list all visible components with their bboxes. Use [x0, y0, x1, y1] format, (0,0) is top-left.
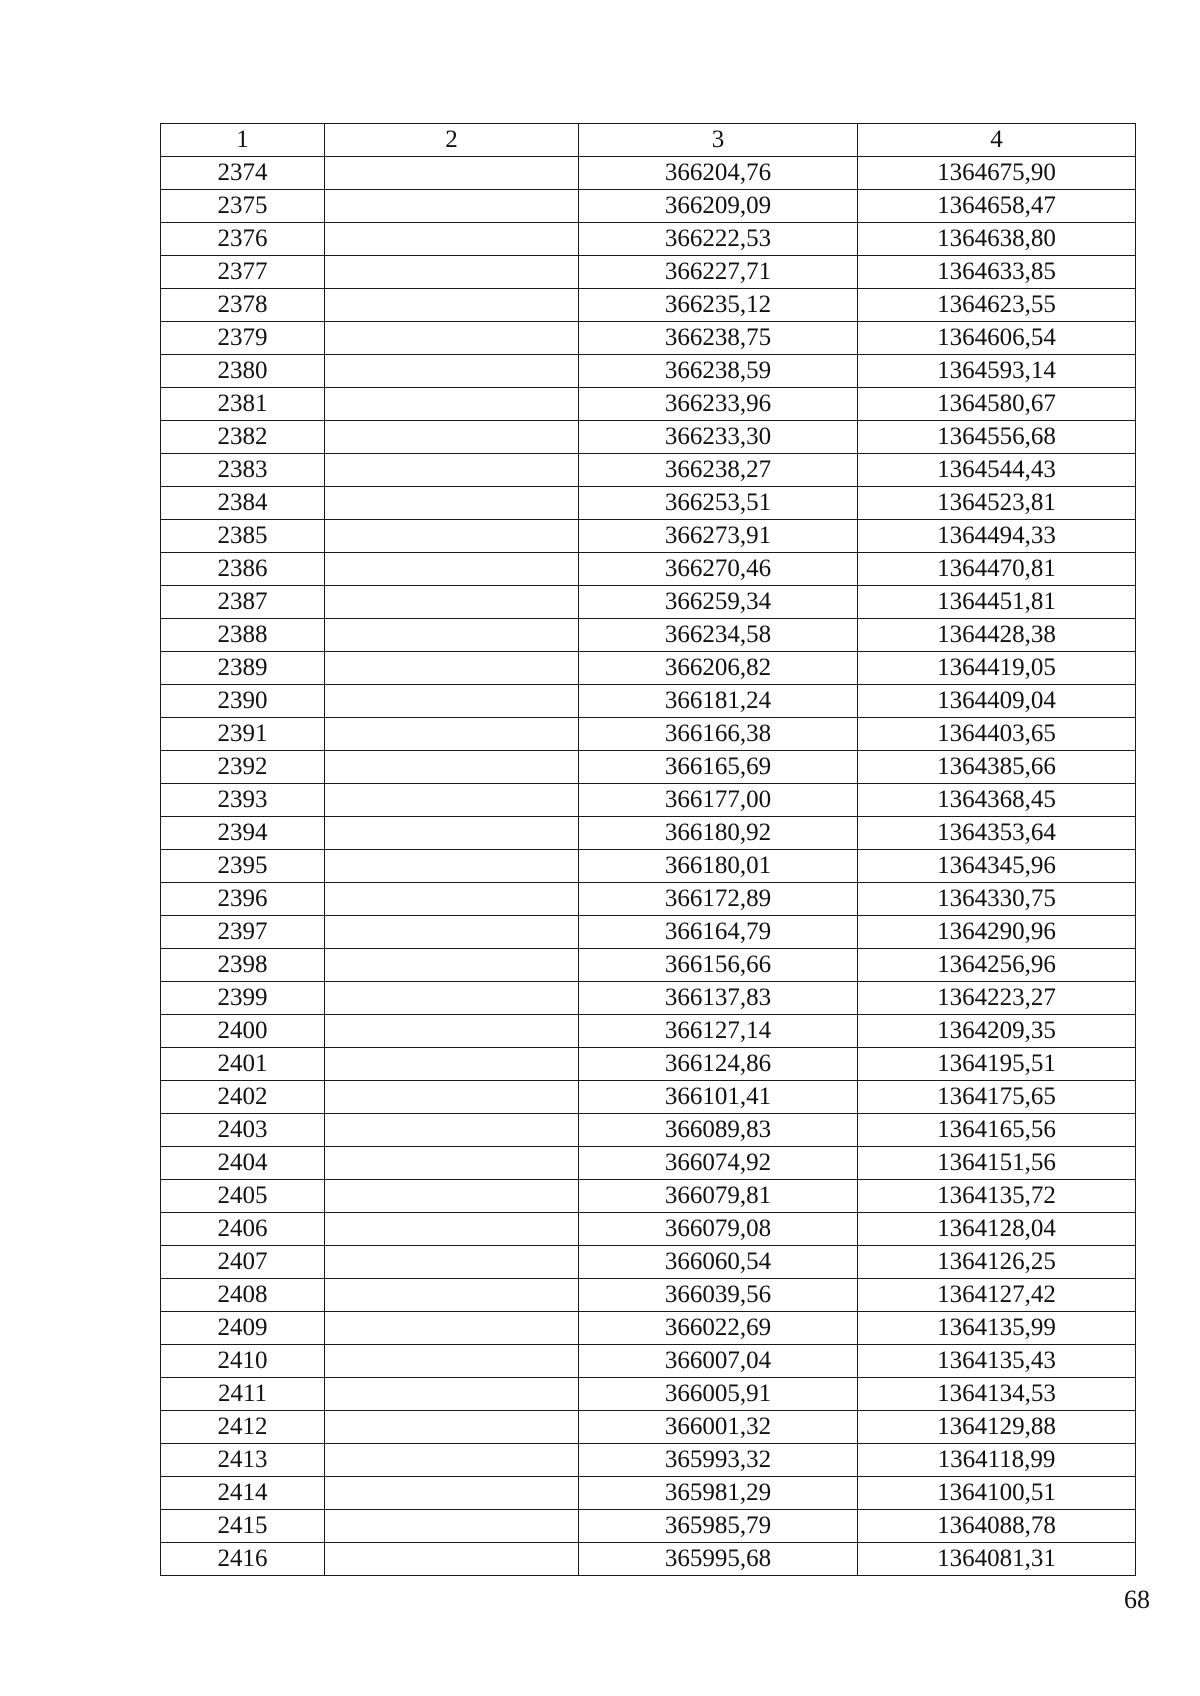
point-number-cell: 2401 — [161, 1048, 325, 1081]
point-name-cell — [325, 1378, 579, 1411]
table-row — [161, 784, 1136, 817]
x-coordinate-cell: 366022,69 — [579, 1312, 858, 1345]
y-coordinate-cell: 1364195,51 — [858, 1048, 1136, 1081]
table-row — [161, 619, 1136, 652]
point-name-cell — [325, 685, 579, 718]
point-number-cell: 2409 — [161, 1312, 325, 1345]
table-row — [161, 553, 1136, 586]
table-row — [161, 454, 1136, 487]
table-row — [161, 1279, 1136, 1312]
table-row — [161, 256, 1136, 289]
point-number-cell: 2410 — [161, 1345, 325, 1378]
point-name-cell — [325, 1477, 579, 1510]
y-coordinate-cell: 1364409,04 — [858, 685, 1136, 718]
x-coordinate-cell: 366089,83 — [579, 1114, 858, 1147]
y-coordinate-cell: 1364675,90 — [858, 157, 1136, 190]
point-name-cell — [325, 454, 579, 487]
y-coordinate-cell: 1364081,31 — [858, 1543, 1136, 1576]
table-row — [161, 520, 1136, 553]
point-name-cell — [325, 487, 579, 520]
y-coordinate-cell: 1364088,78 — [858, 1510, 1136, 1543]
point-number-cell: 2405 — [161, 1180, 325, 1213]
x-coordinate-cell: 366079,08 — [579, 1213, 858, 1246]
table-row — [161, 751, 1136, 784]
point-number-cell: 2380 — [161, 355, 325, 388]
x-coordinate-cell: 366177,00 — [579, 784, 858, 817]
y-coordinate-cell: 1364135,72 — [858, 1180, 1136, 1213]
x-coordinate-cell: 366238,27 — [579, 454, 858, 487]
point-name-cell — [325, 883, 579, 916]
x-coordinate-cell: 366222,53 — [579, 223, 858, 256]
point-number-cell: 2399 — [161, 982, 325, 1015]
y-coordinate-cell: 1364385,66 — [858, 751, 1136, 784]
table-row — [161, 1081, 1136, 1114]
x-coordinate-cell: 366238,75 — [579, 322, 858, 355]
point-name-cell — [325, 850, 579, 883]
x-coordinate-cell: 366270,46 — [579, 553, 858, 586]
x-coordinate-cell: 366166,38 — [579, 718, 858, 751]
table-row — [161, 685, 1136, 718]
y-coordinate-cell: 1364623,55 — [858, 289, 1136, 322]
table-row — [161, 652, 1136, 685]
table-body — [161, 157, 1136, 1576]
x-coordinate-cell: 366233,96 — [579, 388, 858, 421]
point-name-cell — [325, 421, 579, 454]
x-coordinate-cell: 366181,24 — [579, 685, 858, 718]
point-number-cell: 2398 — [161, 949, 325, 982]
point-name-cell — [325, 784, 579, 817]
table-row — [161, 1345, 1136, 1378]
x-coordinate-cell: 366039,56 — [579, 1279, 858, 1312]
point-name-cell — [325, 652, 579, 685]
table-row — [161, 190, 1136, 223]
point-number-cell: 2397 — [161, 916, 325, 949]
point-number-cell: 2388 — [161, 619, 325, 652]
x-coordinate-cell: 366079,81 — [579, 1180, 858, 1213]
column-header-2: 2 — [325, 124, 579, 157]
point-number-cell: 2413 — [161, 1444, 325, 1477]
y-coordinate-cell: 1364470,81 — [858, 553, 1136, 586]
y-coordinate-cell: 1364580,67 — [858, 388, 1136, 421]
point-name-cell — [325, 1279, 579, 1312]
y-coordinate-cell: 1364494,33 — [858, 520, 1136, 553]
table-row — [161, 883, 1136, 916]
table-row — [161, 289, 1136, 322]
x-coordinate-cell: 366127,14 — [579, 1015, 858, 1048]
x-coordinate-cell: 365995,68 — [579, 1543, 858, 1576]
table-row — [161, 1114, 1136, 1147]
table-row — [161, 850, 1136, 883]
y-coordinate-cell: 1364419,05 — [858, 652, 1136, 685]
point-number-cell: 2384 — [161, 487, 325, 520]
table-row — [161, 916, 1136, 949]
x-coordinate-cell: 366165,69 — [579, 751, 858, 784]
point-number-cell: 2393 — [161, 784, 325, 817]
x-coordinate-cell: 366204,76 — [579, 157, 858, 190]
y-coordinate-cell: 1364256,96 — [858, 949, 1136, 982]
point-name-cell — [325, 586, 579, 619]
point-name-cell — [325, 1411, 579, 1444]
y-coordinate-cell: 1364451,81 — [858, 586, 1136, 619]
point-number-cell: 2378 — [161, 289, 325, 322]
point-number-cell: 2377 — [161, 256, 325, 289]
table-row — [161, 157, 1136, 190]
table-row — [161, 322, 1136, 355]
x-coordinate-cell: 366180,01 — [579, 850, 858, 883]
table-row — [161, 1048, 1136, 1081]
y-coordinate-cell: 1364128,04 — [858, 1213, 1136, 1246]
table-row — [161, 1246, 1136, 1279]
point-number-cell: 2404 — [161, 1147, 325, 1180]
y-coordinate-cell: 1364403,65 — [858, 718, 1136, 751]
header-row — [161, 124, 1136, 157]
point-name-cell — [325, 520, 579, 553]
y-coordinate-cell: 1364127,42 — [858, 1279, 1136, 1312]
point-number-cell: 2383 — [161, 454, 325, 487]
x-coordinate-cell: 366005,91 — [579, 1378, 858, 1411]
table-row — [161, 421, 1136, 454]
table-row — [161, 949, 1136, 982]
page-number: 68 — [1124, 1585, 1150, 1614]
y-coordinate-cell: 1364523,81 — [858, 487, 1136, 520]
y-coordinate-cell: 1364593,14 — [858, 355, 1136, 388]
y-coordinate-cell: 1364135,43 — [858, 1345, 1136, 1378]
point-name-cell — [325, 1048, 579, 1081]
point-name-cell — [325, 223, 579, 256]
y-coordinate-cell: 1364100,51 — [858, 1477, 1136, 1510]
column-header-3: 3 — [579, 124, 858, 157]
x-coordinate-cell: 366156,66 — [579, 949, 858, 982]
coordinates-table — [160, 123, 1136, 1576]
point-number-cell: 2390 — [161, 685, 325, 718]
point-number-cell: 2400 — [161, 1015, 325, 1048]
point-name-cell — [325, 1312, 579, 1345]
point-number-cell: 2414 — [161, 1477, 325, 1510]
point-number-cell: 2412 — [161, 1411, 325, 1444]
x-coordinate-cell: 366164,79 — [579, 916, 858, 949]
table-row — [161, 487, 1136, 520]
point-number-cell: 2376 — [161, 223, 325, 256]
table-row — [161, 388, 1136, 421]
point-name-cell — [325, 1345, 579, 1378]
point-name-cell — [325, 1180, 579, 1213]
y-coordinate-cell: 1364368,45 — [858, 784, 1136, 817]
x-coordinate-cell: 366209,09 — [579, 190, 858, 223]
y-coordinate-cell: 1364175,65 — [858, 1081, 1136, 1114]
point-name-cell — [325, 388, 579, 421]
table-row — [161, 1477, 1136, 1510]
point-number-cell: 2385 — [161, 520, 325, 553]
point-number-cell: 2381 — [161, 388, 325, 421]
table-row — [161, 1180, 1136, 1213]
x-coordinate-cell: 366001,32 — [579, 1411, 858, 1444]
table-row — [161, 1411, 1136, 1444]
y-coordinate-cell: 1364556,68 — [858, 421, 1136, 454]
x-coordinate-cell: 365993,32 — [579, 1444, 858, 1477]
table-row — [161, 1444, 1136, 1477]
x-coordinate-cell: 366180,92 — [579, 817, 858, 850]
x-coordinate-cell: 366074,92 — [579, 1147, 858, 1180]
point-number-cell: 2392 — [161, 751, 325, 784]
table-row — [161, 1015, 1136, 1048]
point-name-cell — [325, 1543, 579, 1576]
table-row — [161, 718, 1136, 751]
point-number-cell: 2406 — [161, 1213, 325, 1246]
y-coordinate-cell: 1364126,25 — [858, 1246, 1136, 1279]
point-number-cell: 2394 — [161, 817, 325, 850]
y-coordinate-cell: 1364330,75 — [858, 883, 1136, 916]
point-number-cell: 2407 — [161, 1246, 325, 1279]
table-row — [161, 1147, 1136, 1180]
x-coordinate-cell: 366227,71 — [579, 256, 858, 289]
y-coordinate-cell: 1364223,27 — [858, 982, 1136, 1015]
table-row — [161, 1543, 1136, 1576]
point-name-cell — [325, 256, 579, 289]
y-coordinate-cell: 1364151,56 — [858, 1147, 1136, 1180]
x-coordinate-cell: 366206,82 — [579, 652, 858, 685]
y-coordinate-cell: 1364638,80 — [858, 223, 1136, 256]
y-coordinate-cell: 1364633,85 — [858, 256, 1136, 289]
point-name-cell — [325, 817, 579, 850]
x-coordinate-cell: 365981,29 — [579, 1477, 858, 1510]
point-number-cell: 2403 — [161, 1114, 325, 1147]
x-coordinate-cell: 366235,12 — [579, 289, 858, 322]
point-name-cell — [325, 1081, 579, 1114]
point-name-cell — [325, 1147, 579, 1180]
point-name-cell — [325, 157, 579, 190]
table-header — [161, 124, 1136, 157]
y-coordinate-cell: 1364135,99 — [858, 1312, 1136, 1345]
point-name-cell — [325, 355, 579, 388]
y-coordinate-cell: 1364658,47 — [858, 190, 1136, 223]
table-row — [161, 1213, 1136, 1246]
table-row — [161, 1312, 1136, 1345]
point-number-cell: 2391 — [161, 718, 325, 751]
x-coordinate-cell: 366233,30 — [579, 421, 858, 454]
table-row — [161, 1378, 1136, 1411]
point-name-cell — [325, 322, 579, 355]
point-name-cell — [325, 751, 579, 784]
y-coordinate-cell: 1364353,64 — [858, 817, 1136, 850]
y-coordinate-cell: 1364165,56 — [858, 1114, 1136, 1147]
point-number-cell: 2379 — [161, 322, 325, 355]
x-coordinate-cell: 366060,54 — [579, 1246, 858, 1279]
point-name-cell — [325, 1510, 579, 1543]
table-row — [161, 223, 1136, 256]
point-name-cell — [325, 916, 579, 949]
point-name-cell — [325, 190, 579, 223]
table-row — [161, 1510, 1136, 1543]
x-coordinate-cell: 366234,58 — [579, 619, 858, 652]
point-number-cell: 2386 — [161, 553, 325, 586]
point-number-cell: 2374 — [161, 157, 325, 190]
point-name-cell — [325, 289, 579, 322]
x-coordinate-cell: 366101,41 — [579, 1081, 858, 1114]
point-number-cell: 2411 — [161, 1378, 325, 1411]
y-coordinate-cell: 1364134,53 — [858, 1378, 1136, 1411]
table-row — [161, 586, 1136, 619]
point-name-cell — [325, 1444, 579, 1477]
point-number-cell: 2387 — [161, 586, 325, 619]
x-coordinate-cell: 366137,83 — [579, 982, 858, 1015]
y-coordinate-cell: 1364129,88 — [858, 1411, 1136, 1444]
point-number-cell: 2396 — [161, 883, 325, 916]
table-row — [161, 817, 1136, 850]
y-coordinate-cell: 1364345,96 — [858, 850, 1136, 883]
y-coordinate-cell: 1364209,35 — [858, 1015, 1136, 1048]
point-name-cell — [325, 1114, 579, 1147]
point-name-cell — [325, 619, 579, 652]
point-number-cell: 2375 — [161, 190, 325, 223]
column-header-1: 1 — [161, 124, 325, 157]
point-number-cell: 2395 — [161, 850, 325, 883]
point-number-cell: 2402 — [161, 1081, 325, 1114]
point-name-cell — [325, 1015, 579, 1048]
point-name-cell — [325, 982, 579, 1015]
y-coordinate-cell: 1364544,43 — [858, 454, 1136, 487]
point-number-cell: 2408 — [161, 1279, 325, 1312]
table-row — [161, 355, 1136, 388]
x-coordinate-cell: 366273,91 — [579, 520, 858, 553]
x-coordinate-cell: 366259,34 — [579, 586, 858, 619]
x-coordinate-cell: 366172,89 — [579, 883, 858, 916]
y-coordinate-cell: 1364606,54 — [858, 322, 1136, 355]
point-name-cell — [325, 949, 579, 982]
x-coordinate-cell: 366007,04 — [579, 1345, 858, 1378]
x-coordinate-cell: 365985,79 — [579, 1510, 858, 1543]
point-number-cell: 2382 — [161, 421, 325, 454]
point-name-cell — [325, 718, 579, 751]
point-number-cell: 2389 — [161, 652, 325, 685]
y-coordinate-cell: 1364428,38 — [858, 619, 1136, 652]
y-coordinate-cell: 1364290,96 — [858, 916, 1136, 949]
column-header-4: 4 — [858, 124, 1136, 157]
point-number-cell: 2415 — [161, 1510, 325, 1543]
x-coordinate-cell: 366124,86 — [579, 1048, 858, 1081]
table-row — [161, 982, 1136, 1015]
point-number-cell: 2416 — [161, 1543, 325, 1576]
point-name-cell — [325, 1246, 579, 1279]
x-coordinate-cell: 366253,51 — [579, 487, 858, 520]
x-coordinate-cell: 366238,59 — [579, 355, 858, 388]
point-name-cell — [325, 553, 579, 586]
point-name-cell — [325, 1213, 579, 1246]
y-coordinate-cell: 1364118,99 — [858, 1444, 1136, 1477]
